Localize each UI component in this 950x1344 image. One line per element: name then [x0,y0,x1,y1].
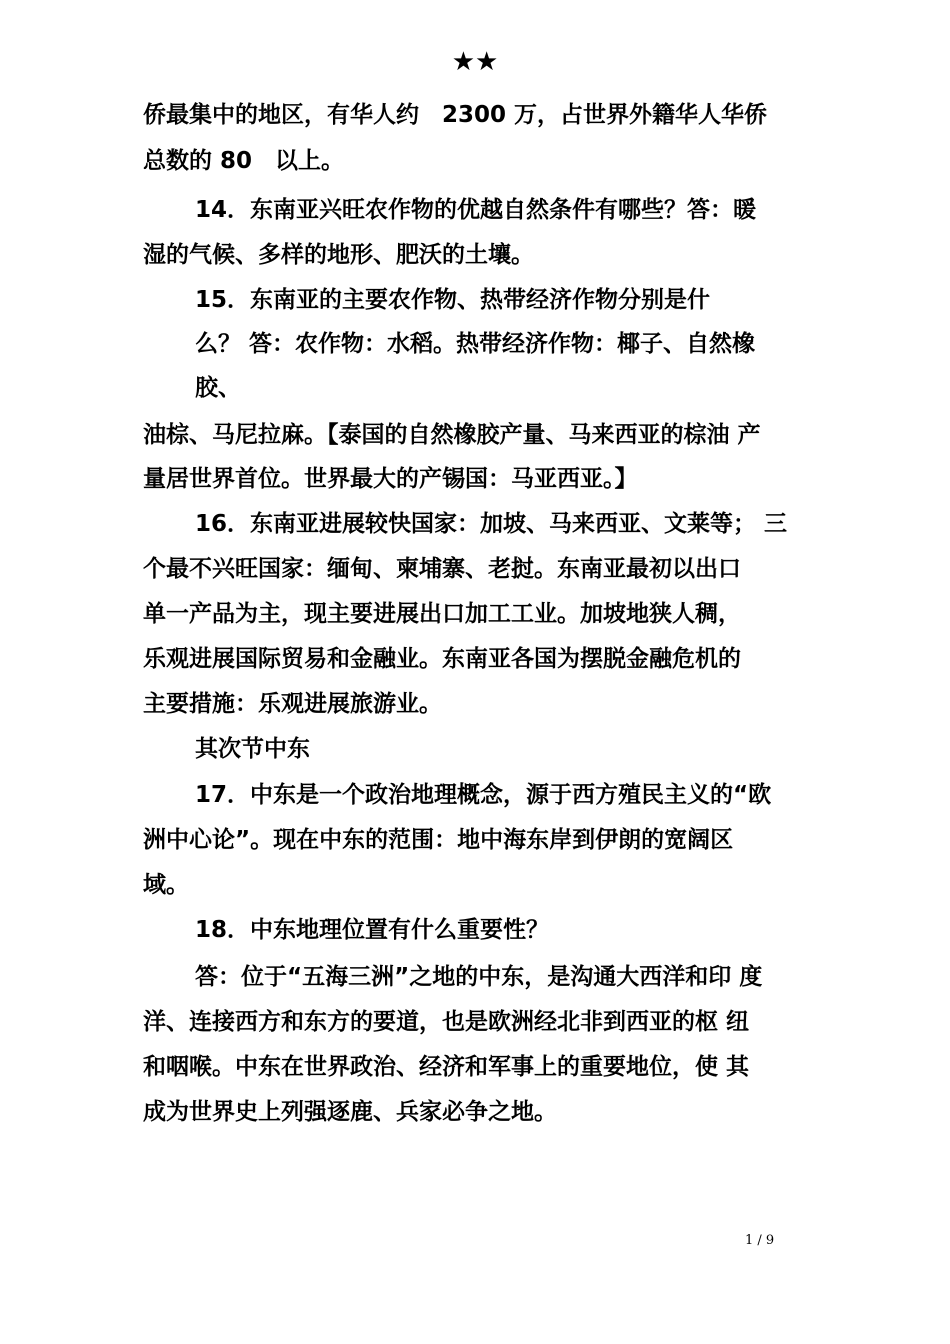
text-line: 14．东南亚兴旺农作物的优越自然条件有哪些？答：暖 [195,197,757,223]
page-number: 1 / 9 [745,1233,775,1248]
text-line: 湿的气候、多样的地形、肥沃的土壤。 [143,242,534,268]
text-line: 侨最集中的地区，有华人约 2300 万，占世界外籍华人华侨 [143,102,768,128]
text-line: 18．中东地理位置有什么重要性？ [195,917,550,943]
text-line: 答：位于“五海三洲”之地的中东，是沟通大西洋和印 度 [195,964,763,990]
text-line: 单一产品为主，现主要进展出口加工工业。加坡地狭人稠， [143,601,741,627]
text-line: 乐观进展国际贸易和金融业。东南亚各国为摆脱金融危机的 [143,646,741,672]
text-line: 16．东南亚进展较快国家：加坡、马来西亚、文莱等； 三 [195,511,788,537]
text-line: 洲中心论”。现在中东的范围：地中海东岸到伊朗的宽阔区 [143,827,734,853]
text-line: 么？ 答：农作物：水稻。热带经济作物：椰子、自然橡 [195,331,756,357]
text-line: 量居世界首位。世界最大的产锡国：马亚西亚。】 [143,466,638,492]
text-line: 17．中东是一个政治地理概念，源于西方殖民主义的“欧 [195,782,772,808]
text-line: 主要措施：乐观进展旅游业。 [143,691,442,717]
text-line: 油棕、马尼拉麻。【泰国的自然橡胶产量、马来西亚的棕油 产 [143,422,761,448]
text-line: 域。 [143,872,189,898]
text-line: 成为世界史上列强逐鹿、兵家必争之地。 [143,1099,557,1125]
text-line: 和咽喉。中东在世界政治、经济和军事上的重要地位，使 其 [143,1054,750,1080]
text-line: 胶、 [195,375,241,401]
header-stars: ★★ [451,47,499,77]
text-line: 洋、连接西方和东方的要道，也是欧洲经北非到西亚的枢 纽 [143,1009,750,1035]
text-line: 总数的 80 以上。 [143,148,345,174]
section-heading: 其次节中东 [195,736,310,762]
text-line: 个最不兴旺国家：缅甸、柬埔寨、老挝。东南亚最初以出口 [143,556,741,582]
text-line: 15．东南亚的主要农作物、热带经济作物分别是什 [195,287,711,313]
